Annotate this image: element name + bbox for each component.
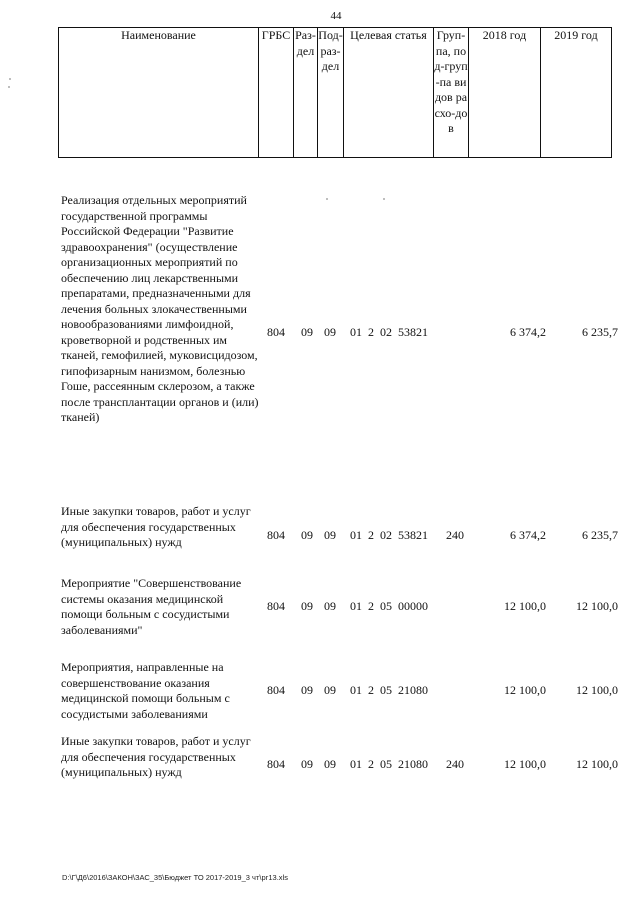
col-header-name: Наименование [59, 28, 259, 158]
row-target: 01 2 02 53821 [350, 528, 428, 542]
col-header-group: Груп-па, под-груп-па видов расхо-дов [434, 28, 469, 158]
scan-speck [383, 198, 385, 200]
table-row [58, 734, 628, 798]
row-2018: 12 100,0 [504, 599, 546, 613]
row-grbs: 804 [267, 599, 285, 613]
row-grbs: 804 [267, 757, 285, 771]
col-header-podrazdel: Под-раз-дел [318, 28, 344, 158]
row-group: 240 [446, 528, 464, 542]
table-row [58, 193, 628, 473]
row-grbs: 804 [267, 325, 285, 339]
row-name: Мероприятия, направленные на совершенствование оказания медицинской помощи больным с сосудистыми заболеваниями [61, 660, 230, 721]
row-name: Иные закупки товаров, работ и услуг для обеспечения государственных (муниципальных) нужд [61, 504, 251, 549]
table-row [58, 504, 628, 568]
table-row [58, 576, 628, 640]
row-group: 240 [446, 757, 464, 771]
row-grbs: 804 [267, 683, 285, 697]
row-2019: 6 235,7 [582, 528, 618, 542]
row-podrazdel: 09 [324, 599, 336, 613]
scan-speck [8, 86, 10, 88]
row-podrazdel: 09 [324, 757, 336, 771]
row-podrazdel: 09 [324, 325, 336, 339]
row-razdel: 09 [301, 325, 313, 339]
row-grbs: 804 [267, 528, 285, 542]
scan-speck [326, 198, 328, 200]
row-2019: 12 100,0 [576, 683, 618, 697]
table-row [58, 660, 628, 724]
file-path-footer: D:\Г\Д6\2016\ЗАКОН\ЗАС_35\Бюджет ТО 2017-2019_3 чт\рг13.xls [62, 873, 288, 882]
row-2018: 12 100,0 [504, 757, 546, 771]
table-header [58, 27, 612, 158]
row-2018: 12 100,0 [504, 683, 546, 697]
page-number: 44 [330, 10, 342, 22]
row-razdel: 09 [301, 757, 313, 771]
row-name: Иные закупки товаров, работ и услуг для обеспечения государственных (муниципальных) нужд [61, 734, 251, 779]
row-target: 01 2 05 21080 [350, 683, 428, 697]
col-header-razdel: Раз-дел [294, 28, 318, 158]
scan-speck [9, 78, 11, 80]
row-2019: 12 100,0 [576, 757, 618, 771]
row-podrazdel: 09 [324, 683, 336, 697]
row-2018: 6 374,2 [510, 528, 546, 542]
row-2019: 12 100,0 [576, 599, 618, 613]
col-header-target: Целевая статья [344, 28, 434, 158]
row-razdel: 09 [301, 528, 313, 542]
row-name: Реализация отдельных мероприятий государственной программы Российской Федерации "Развитие здравоохранения" (осуществление организационных мероприятий по обеспечению лиц лекарственными препаратами, предназначенными для лечения больных злокачественными новообразованиями лимфоидной, кроветворной и родственных им тканей, гемофилией, муковисцидозом, гипофизарным нанизмом, болезнью Гоше, рассеянным склерозом, а также после трансплантации органов и (или) тканей) [61, 193, 259, 424]
row-razdel: 09 [301, 683, 313, 697]
row-2018: 6 374,2 [510, 325, 546, 339]
row-podrazdel: 09 [324, 528, 336, 542]
col-header-2019: 2019 год [541, 28, 612, 158]
row-target: 01 2 02 53821 [350, 325, 428, 339]
row-razdel: 09 [301, 599, 313, 613]
col-header-2018: 2018 год [469, 28, 541, 158]
row-target: 01 2 05 21080 [350, 757, 428, 771]
row-2019: 6 235,7 [582, 325, 618, 339]
row-target: 01 2 05 00000 [350, 599, 428, 613]
row-name: Мероприятие "Совершенствование системы оказания медицинской помощи больным с сосудистыми заболеваниями" [61, 576, 242, 637]
col-header-grbs: ГРБС [259, 28, 294, 158]
